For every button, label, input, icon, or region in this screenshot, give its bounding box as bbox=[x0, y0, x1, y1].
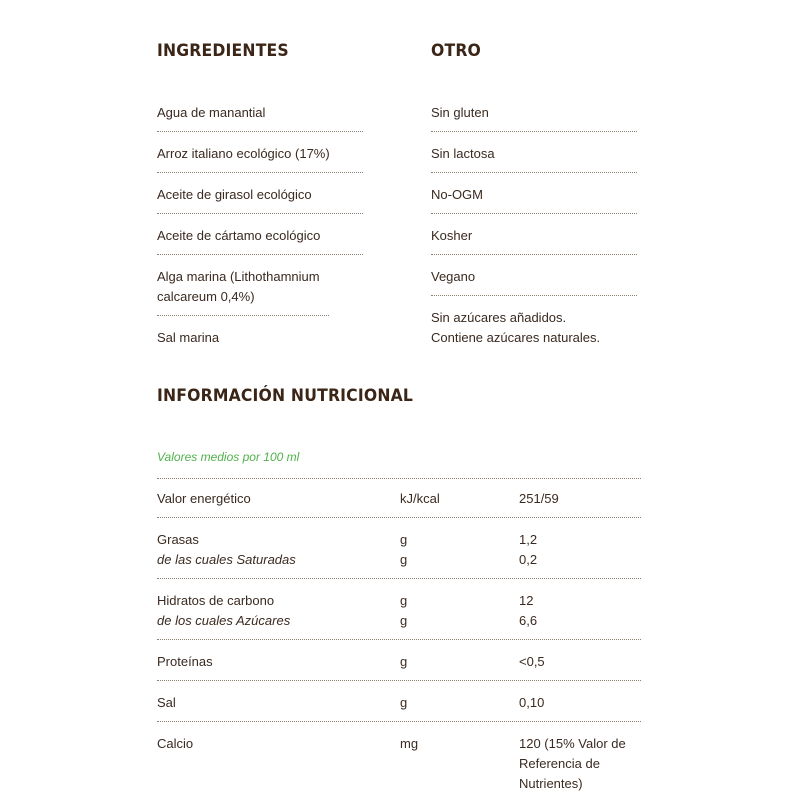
list-item-text: Sal marina bbox=[157, 330, 220, 345]
list-item bbox=[157, 103, 363, 132]
table-row bbox=[157, 579, 641, 640]
nutrient-value: 6,6 bbox=[519, 613, 538, 628]
list-item-text: Aceite de girasol ecológico bbox=[157, 187, 312, 202]
nutrient-unit: g bbox=[400, 593, 408, 608]
nutrition-note: Valores medios por 100 ml bbox=[157, 450, 300, 464]
list-item bbox=[157, 132, 363, 173]
list-item bbox=[157, 255, 329, 316]
nutrient-unit: g bbox=[400, 532, 408, 547]
nutrient-unit: g bbox=[400, 695, 408, 710]
other-heading: OTRO bbox=[431, 41, 482, 61]
nutrient-subname: de los cuales Azúcares bbox=[157, 613, 291, 628]
nutrient-value: 0,2 bbox=[519, 552, 538, 567]
list-item-text: Aceite de cártamo ecológico bbox=[157, 228, 321, 243]
nutrient-name: Proteínas bbox=[157, 654, 213, 669]
ingredients-list bbox=[157, 103, 363, 356]
list-item bbox=[157, 173, 363, 214]
nutrient-name: Valor energético bbox=[157, 491, 251, 506]
list-item bbox=[431, 103, 637, 132]
nutrition-heading: INFORMACIÓN NUTRICIONAL bbox=[157, 386, 414, 406]
list-item-text: No-OGM bbox=[431, 187, 483, 202]
nutrition-table bbox=[157, 478, 641, 794]
nutrient-unit: g bbox=[400, 613, 408, 628]
nutrient-value: <0,5 bbox=[519, 654, 545, 669]
nutrient-value: 251/59 bbox=[519, 491, 559, 506]
list-item-text: Sin azúcares añadidos. Contiene azúcares naturales. bbox=[431, 310, 601, 345]
nutrient-subname: de las cuales Saturadas bbox=[157, 552, 296, 567]
nutrient-unit: kJ/kcal bbox=[400, 491, 440, 506]
list-item bbox=[157, 316, 363, 356]
table-row bbox=[157, 640, 641, 681]
list-item-text: Alga marina (Lithothamnium calcareum 0,4%) bbox=[157, 269, 320, 304]
list-item bbox=[431, 132, 637, 173]
table-row bbox=[157, 722, 641, 794]
list-item bbox=[431, 255, 637, 296]
nutrient-name: Grasas bbox=[157, 532, 199, 547]
nutrient-name: Sal bbox=[157, 695, 176, 710]
list-item-text: Kosher bbox=[431, 228, 473, 243]
ingredients-heading: INGREDIENTES bbox=[157, 41, 289, 61]
nutrient-unit: g bbox=[400, 552, 408, 567]
list-item-text: Sin lactosa bbox=[431, 146, 495, 161]
list-item-text: Sin gluten bbox=[431, 105, 489, 120]
nutrient-value: 12 bbox=[519, 593, 534, 608]
nutrient-value: 1,2 bbox=[519, 532, 538, 547]
nutrient-value: 120 (15% Valor de Referencia de Nutrientes) bbox=[519, 736, 626, 791]
nutrient-name: Calcio bbox=[157, 736, 194, 751]
nutrient-value: 0,10 bbox=[519, 695, 545, 710]
list-item-text: Vegano bbox=[431, 269, 476, 284]
list-item bbox=[431, 214, 637, 255]
other-list bbox=[431, 103, 637, 356]
list-item bbox=[431, 296, 617, 356]
table-row bbox=[157, 479, 641, 518]
list-item-text: Arroz italiano ecológico (17%) bbox=[157, 146, 330, 161]
nutrient-name: Hidratos de carbono bbox=[157, 593, 275, 608]
list-item bbox=[431, 173, 637, 214]
nutrient-unit: g bbox=[400, 654, 408, 669]
table-row bbox=[157, 681, 641, 722]
nutrient-unit: mg bbox=[400, 736, 419, 751]
list-item bbox=[157, 214, 363, 255]
list-item-text: Agua de manantial bbox=[157, 105, 266, 120]
table-row bbox=[157, 518, 641, 579]
